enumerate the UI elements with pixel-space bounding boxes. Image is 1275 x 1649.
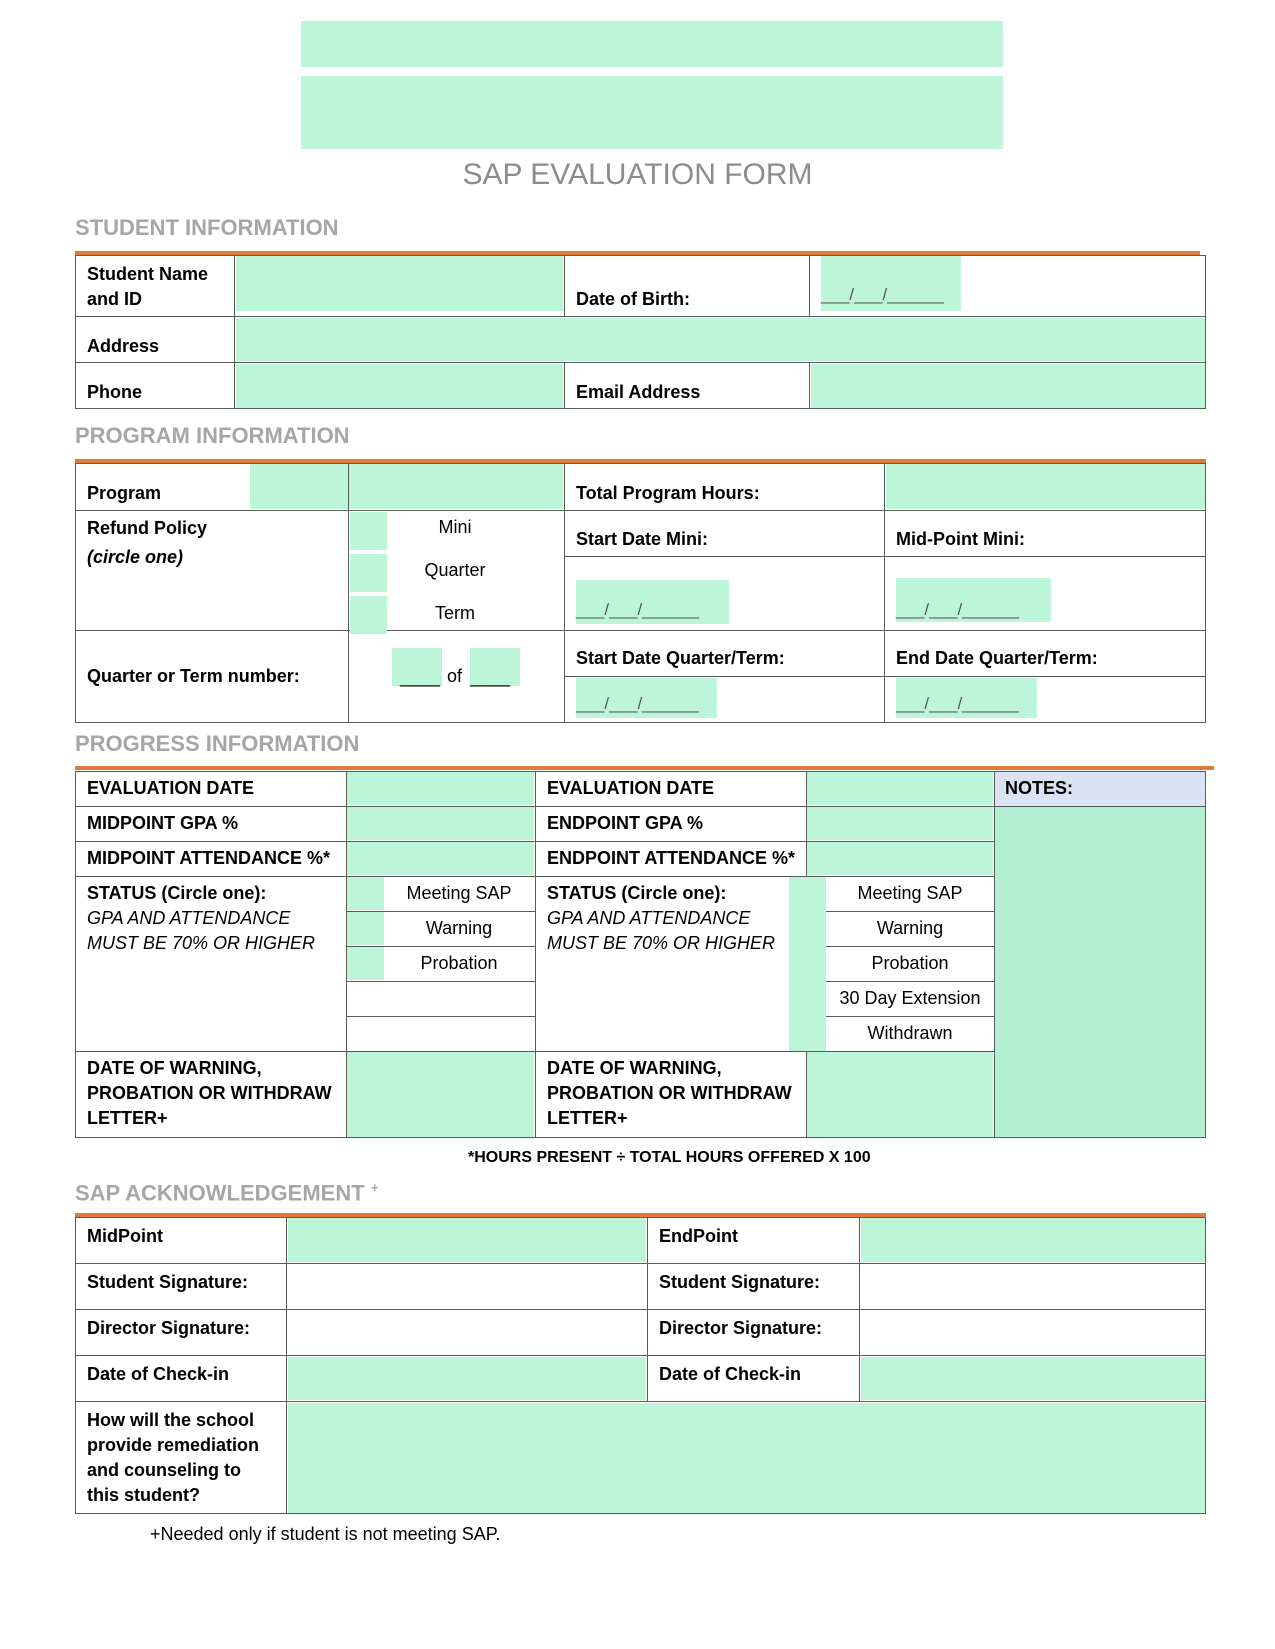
divider [564, 676, 1206, 677]
end-status-option-meeting[interactable]: Meeting SAP [857, 883, 963, 903]
ack-endpoint-field[interactable] [861, 1218, 1205, 1262]
ack-mid-student-sig-label: Student Signature: [87, 1272, 248, 1292]
refund-checkbox-mini[interactable] [350, 512, 387, 550]
start-mini-label: Start Date Mini: [576, 529, 709, 549]
form-title: SAP EVALUATION FORM [462, 158, 813, 191]
refund-option-quarter[interactable]: Quarter [424, 560, 486, 580]
refund-hint: (circle one) [87, 547, 184, 567]
divider [346, 981, 535, 982]
mid-mini-format: ___/___/______ [896, 600, 1019, 619]
mid-letter-label-3: LETTER+ [87, 1108, 168, 1128]
midpoint-att-field[interactable] [347, 842, 534, 875]
remediation-field[interactable] [288, 1403, 1205, 1513]
midpoint-gpa-label: MIDPOINT GPA % [87, 813, 239, 833]
email-field[interactable] [811, 364, 1205, 408]
refund-label: Refund Policy [87, 518, 208, 538]
end-status-label: STATUS (Circle one): [547, 883, 727, 903]
end-letter-label-2: PROBATION OR WITHDRAW [547, 1083, 792, 1103]
midpoint-gpa-field[interactable] [347, 807, 534, 840]
ack-end-checkin-field[interactable] [861, 1357, 1205, 1400]
end-status-option-withdrawn[interactable]: Withdrawn [867, 1023, 953, 1043]
divider [535, 771, 536, 1138]
ack-end-director-sig-label: Director Signature: [659, 1318, 823, 1338]
refund-option-mini[interactable]: Mini [438, 517, 472, 537]
ack-midpoint-field[interactable] [288, 1218, 646, 1262]
term-of-text: of [447, 666, 463, 686]
end-status-option-warning[interactable]: Warning [876, 918, 944, 938]
divider [75, 1309, 1206, 1310]
endpoint-gpa-field[interactable] [807, 807, 993, 840]
mid-status-note-2: MUST BE 70% OR HIGHER [87, 933, 316, 953]
phone-label: Phone [87, 382, 143, 402]
mid-letter-label-2: PROBATION OR WITHDRAW [87, 1083, 332, 1103]
mid-status-checkbox-2[interactable] [347, 912, 384, 945]
endpoint-att-label: ENDPOINT ATTENDANCE %* [547, 848, 796, 868]
section-title-progress: PROGRESS INFORMATION [75, 731, 360, 756]
divider [75, 1401, 1206, 1402]
term-total-blank: ____ [470, 667, 511, 687]
ack-mid-student-sig-field[interactable] [288, 1265, 646, 1308]
end-eval-date-label: EVALUATION DATE [547, 778, 714, 798]
divider [884, 463, 885, 723]
refund-checkbox-term[interactable] [350, 596, 387, 634]
end-status-option-extension[interactable]: 30 Day Extension [839, 988, 981, 1008]
divider [806, 946, 994, 947]
endpoint-att-field[interactable] [807, 842, 993, 875]
divider [564, 255, 565, 317]
end-status-note-2: MUST BE 70% OR HIGHER [547, 933, 776, 953]
student-name-label-1: Student Name [87, 264, 209, 284]
student-name-label-2: and ID [87, 289, 143, 309]
mid-status-checkbox-1[interactable] [347, 877, 384, 910]
hours-footnote: *HOURS PRESENT ÷ TOTAL HOURS OFFERED X 100 [468, 1149, 871, 1166]
address-field[interactable] [236, 318, 1205, 361]
mid-letter-label-1: DATE OF WARNING, [87, 1058, 262, 1078]
divider [806, 981, 994, 982]
ack-end-director-sig-field[interactable] [861, 1311, 1205, 1354]
mid-mini-label: Mid-Point Mini: [896, 529, 1025, 549]
header-field-bottom[interactable] [301, 76, 1003, 149]
program-field[interactable] [250, 464, 563, 509]
divider [75, 316, 1206, 317]
divider [806, 1016, 994, 1017]
start-qt-label: Start Date Quarter/Term: [576, 648, 785, 668]
divider [806, 911, 994, 912]
mid-letter-date-field[interactable] [347, 1052, 534, 1137]
remediation-label-2: provide remediation [87, 1435, 260, 1455]
end-letter-date-field[interactable] [807, 1052, 993, 1137]
remediation-label-4: this student? [87, 1485, 200, 1505]
remediation-label-1: How will the school [87, 1410, 255, 1430]
divider [75, 510, 1206, 511]
end-qt-format: ___/___/______ [896, 694, 1019, 713]
midpoint-att-label: MIDPOINT ATTENDANCE %* [87, 848, 330, 868]
mid-status-option-warning[interactable]: Warning [425, 918, 493, 938]
dob-format: ___/___/______ [821, 285, 944, 304]
divider [809, 362, 810, 409]
refund-option-term[interactable]: Term [435, 603, 475, 623]
phone-field[interactable] [236, 364, 563, 408]
mid-status-option-probation[interactable]: Probation [420, 953, 498, 973]
start-mini-format: ___/___/______ [576, 600, 699, 619]
address-label: Address [87, 336, 160, 356]
divider [75, 630, 1206, 631]
ack-marker: + [370, 1180, 379, 1195]
mid-status-option-meeting[interactable]: Meeting SAP [406, 883, 512, 903]
ack-end-student-sig-field[interactable] [861, 1265, 1205, 1308]
divider [564, 463, 565, 723]
total-hours-label: Total Program Hours: [576, 483, 760, 503]
start-qt-format: ___/___/______ [576, 694, 699, 713]
total-hours-field[interactable] [886, 464, 1205, 509]
ack-footnote: +Needed only if student is not meeting SAP. [150, 1524, 501, 1544]
divider [75, 876, 994, 877]
student-name-field[interactable] [236, 256, 563, 311]
ack-mid-checkin-field[interactable] [288, 1357, 646, 1400]
remediation-label-3: and counseling to [87, 1460, 242, 1480]
email-label: Email Address [576, 382, 701, 402]
ack-title: SAP ACKNOWLEDGEMENT [75, 1180, 365, 1206]
mid-status-note-1: GPA AND ATTENDANCE [87, 908, 291, 928]
ack-end-checkin-label: Date of Check-in [659, 1364, 802, 1384]
mid-eval-date-label: EVALUATION DATE [87, 778, 254, 798]
end-qt-label: End Date Quarter/Term: [896, 648, 1098, 668]
ack-end-student-sig-label: Student Signature: [659, 1272, 820, 1292]
divider [564, 556, 1206, 557]
divider [75, 1355, 1206, 1356]
term-number-blank: ____ [400, 667, 441, 687]
divider [564, 362, 565, 409]
divider [75, 362, 1206, 363]
divider [286, 1217, 287, 1514]
end-letter-label-1: DATE OF WARNING, [547, 1058, 722, 1078]
section-rule [75, 766, 1214, 770]
notes-label: NOTES: [1005, 778, 1074, 798]
notes-field[interactable] [995, 807, 1205, 1137]
section-title-student: STUDENT INFORMATION [75, 215, 339, 240]
section-title-ack [75, 1180, 378, 1206]
program-label: Program [87, 483, 162, 503]
divider [234, 255, 235, 409]
header-field-top[interactable] [301, 21, 1003, 67]
mid-status-label: STATUS (Circle one): [87, 883, 267, 903]
divider [348, 463, 349, 510]
mid-eval-date-field[interactable] [347, 772, 534, 805]
end-eval-date-field[interactable] [807, 772, 993, 805]
end-letter-label-3: LETTER+ [547, 1108, 628, 1128]
end-status-note-1: GPA AND ATTENDANCE [547, 908, 751, 928]
ack-midpoint-label: MidPoint [87, 1226, 163, 1246]
ack-endpoint-label: EndPoint [659, 1226, 738, 1246]
refund-checkbox-quarter[interactable] [350, 554, 387, 592]
end-status-option-probation[interactable]: Probation [871, 953, 949, 973]
ack-mid-director-sig-field[interactable] [288, 1311, 646, 1354]
end-status-checkbox-column[interactable] [789, 877, 826, 1051]
endpoint-gpa-label: ENDPOINT GPA % [547, 813, 704, 833]
divider [75, 1263, 1206, 1264]
section-title-program: PROGRAM INFORMATION [75, 423, 350, 448]
divider [346, 1016, 535, 1017]
mid-status-checkbox-3[interactable] [347, 947, 384, 980]
divider [809, 255, 810, 317]
ack-mid-director-sig-label: Director Signature: [87, 1318, 251, 1338]
dob-label: Date of Birth: [576, 289, 690, 309]
ack-mid-checkin-label: Date of Check-in [87, 1364, 230, 1384]
term-number-label: Quarter or Term number: [87, 666, 300, 686]
